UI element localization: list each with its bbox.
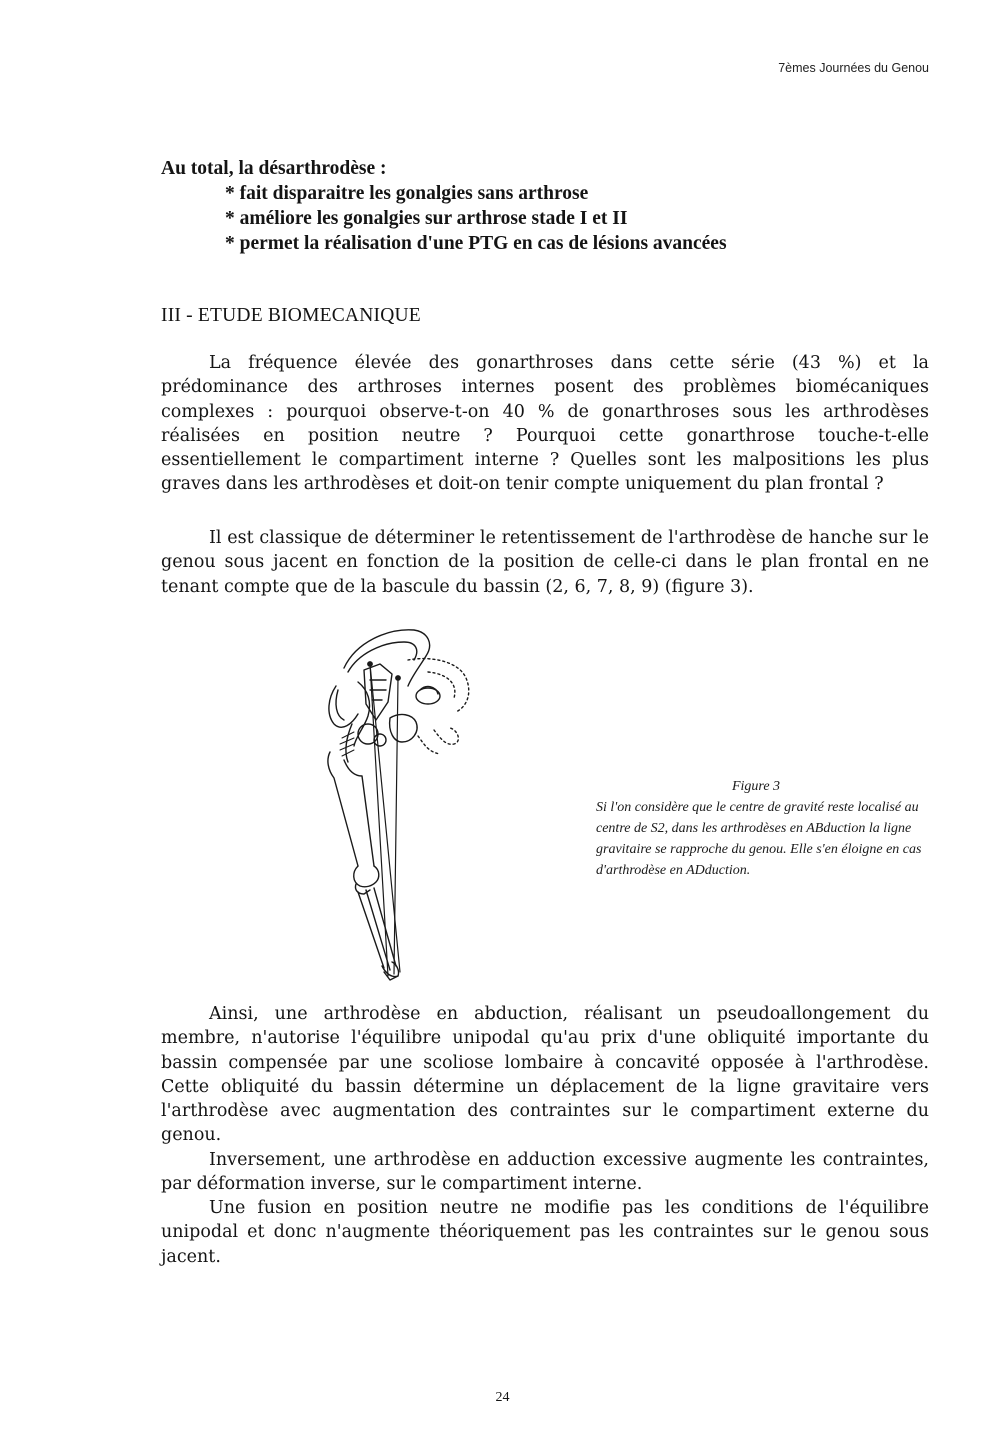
body-paragraph: Une fusion en position neutre ne modifie pas les conditions de l'équilibre unipodal et donc n'augmente théoriquement pas les contraintes sur le genou sous jacent. bbox=[161, 1198, 929, 1267]
body-paragraph: Ainsi, une arthrodèse en abduction, réalisant un pseudoallongement du membre, n'autorise l'équilibre unipodal qu'au prix d'une obliquité importante du bassin compensée par une scoliose lombaire à concavité opposée à l'arthrodèse. Cette obliquité du bassin détermine un déplacement de la ligne gravitaire vers l'arthrodèse avec augmentation des contraintes sur le compartiment externe du genou. bbox=[161, 1004, 929, 1146]
summary-bullet: * améliore les gonalgies sur arthrose stade I et II bbox=[225, 208, 628, 229]
figure-label: Figure 3 bbox=[731, 779, 781, 794]
summary-bullet: * permet la réalisation d'une PTG en cas de lésions avancées bbox=[225, 233, 727, 254]
summary-lead: Au total, la désarthrodèse : bbox=[161, 158, 387, 179]
summary-block bbox=[161, 156, 941, 256]
running-header: 7èmes Journées du Genou bbox=[778, 61, 929, 75]
figure-caption-text: Si l'on considère que le centre de gravité reste localisé au centre de S2, dans les arthrodèses en ABduction la ligne gravitaire se rapproche du genou. Elle s'en éloigne en cas d'arthrodèse en ADduction. bbox=[596, 800, 922, 878]
page-number: 24 bbox=[495, 1390, 510, 1405]
body-paragraph: Inversement, une arthrodèse en adduction excessive augmente les contraintes, par déformation inverse, sur le compartiment interne. bbox=[161, 1150, 929, 1195]
body-paragraph: Il est classique de déterminer le retentissement de l'arthrodèse de hanche sur le genou sous jacent en fonction de la position de celle-ci dans le plan frontal en ne tenant compte que de la bascule du bassin (2, 6, 7, 8, 9) (figure 3). bbox=[161, 528, 929, 597]
figure-caption bbox=[596, 776, 936, 881]
pelvis-leg-illustration bbox=[308, 620, 498, 990]
summary-bullet-list bbox=[161, 181, 941, 256]
summary-bullet: * fait disparaitre les gonalgies sans arthrose bbox=[225, 183, 589, 204]
body-paragraph: La fréquence élevée des gonarthroses dans cette série (43 %) et la prédominance des arthroses internes posent des problèmes biomécaniques complexes : pourquoi observe-t-on 40 % de gonarthroses sous les arthrodèses réalisées en position neutre ? Pourquoi cette gonarthrose touche-t-elle essentiellement le compartiment interne ? Quelles sont les malpositions les plus graves dans les arthrodèses et doit-on tenir compte uniquement du plan frontal ? bbox=[161, 353, 929, 495]
section-title: III - ETUDE BIOMECANIQUE bbox=[161, 305, 421, 326]
